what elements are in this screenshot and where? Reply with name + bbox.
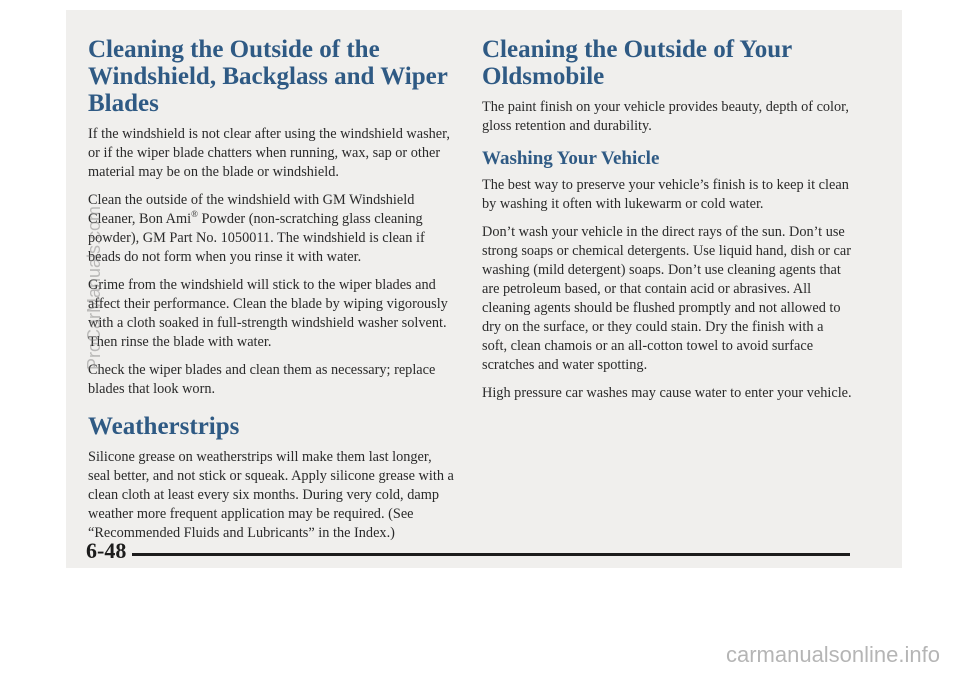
heading-cleaning-outside: Cleaning the Outside of Your Oldsmobile [482,36,792,90]
manual-page [66,10,902,568]
heading-cleaning-windshield: Cleaning the Outside of the Windshield, Backglass and Wiper Blades [88,36,448,117]
paragraph-wiper-check: Check the wiper blades and clean them as necessary; replace blades that look worn. [88,362,436,397]
paragraph-high-pressure: High pressure car washes may cause water to enter your vehicle. [482,385,852,401]
side-watermark: ProCarManuals.com [84,205,104,370]
bottom-watermark: carmanualsonline.info [725,642,940,667]
paragraph-washing-dont: Don’t wash your vehicle in the direct rays of the sun. Don’t use strong soaps or chemical detergents. Use liquid hand, dish or car washing (mild detergent) soaps. Don’t use cleaning agents that are petroleum based, or that contain acid or abrasives. All cleaning agents should be flushed promptly and not allowed to dry on the surface, or they could stain. Dry the finish with a soft, clean chamois or an all-cotton towel to avoid surface scratches and water spotting. [482,224,851,373]
page-number: 6-48 [86,538,127,563]
registered-mark: ® [191,209,198,220]
paragraph-wiper-grime: Grime from the windshield will stick to the wiper blades and affect their performance. Clean the blade by wiping vigorously with a cloth soaked in full-strength windshield washer solvent. Then rinse the blade with water. [88,277,448,350]
left-column [88,36,456,552]
right-column [482,36,852,412]
paragraph-windshield-clean-a: Clean the outside of the windshield with GM Windshield Cleaner, Bon Ami [88,192,415,227]
paragraph-windshield-intro: If the windshield is not clear after using the windshield washer, or if the wiper blade chatters when running, wax, sap or other material may be on the blade or windshield. [88,126,450,180]
footer-rule [132,553,850,556]
heading-washing-vehicle: Washing Your Vehicle [482,148,660,169]
paragraph-windshield-clean [88,191,456,267]
paragraph-windshield-clean-b: Powder (non-scratching glass cleaning powder), GM Part No. 1050011. The windshield is clean if beads do not form when you rinse it with water. [88,211,425,265]
paragraph-washing-best-way: The best way to preserve your vehicle’s finish is to keep it clean by washing it often with lukewarm or cold water. [482,177,849,212]
paragraph-weatherstrips: Silicone grease on weatherstrips will make them last longer, seal better, and not stick or squeak. Apply silicone grease with a clean cloth at least every six months. During very cold, damp weather more frequent application may be required. (See “Recommended Fluids and Lubricants” in the Index.) [88,449,454,541]
paragraph-paint-finish: The paint finish on your vehicle provides beauty, depth of color, gloss retention and durability. [482,99,849,134]
heading-weatherstrips: Weatherstrips [88,413,240,440]
